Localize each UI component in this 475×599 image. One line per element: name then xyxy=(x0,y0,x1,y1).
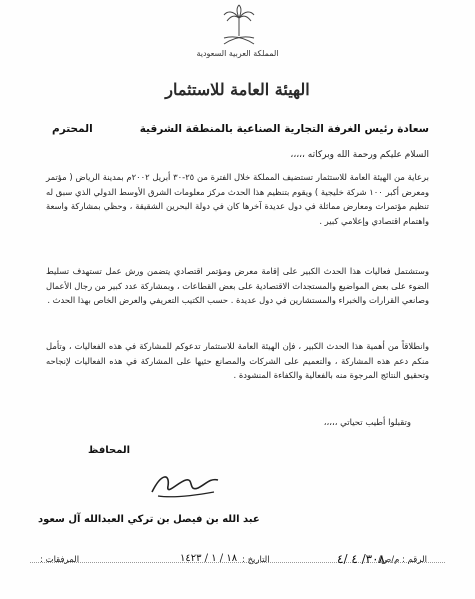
governor-title: المحافظ xyxy=(88,445,131,456)
signatory-name: عبد الله بن فيصل بن تركي العبدالله آل سعود xyxy=(38,514,260,525)
reference-number: ٣٠٨/ ٤ /٤ xyxy=(337,552,385,566)
body-paragraph: وانطلاقاً من أهمية هذا الحدث الكبير ، فإن الهيئة العامة للاستثمار تدعوكم للمشاركة في هذه الفعاليات ، وتأمل منكم دعم هذه المشاركة ، والتعميم على الشركات والمصانع حثيها على المشاركة في هذه الفعاليات لإنجاحه وتحقيق النتائج المرجوة منه بالفعالية والكفاءة المنشودة . xyxy=(46,341,429,381)
emblem-caption: المملكة العربية السعودية xyxy=(196,49,279,58)
date-label: التاريخ : xyxy=(242,555,270,565)
body-paragraph: برعاية من الهيئة العامة للاستثمار تستضيف المملكة خلال الفترة من ٢٥-٣٠ أبريل ٢٠٠٢م بمدينة الرياض ( مؤتمر ومعرض أكبر ١٠٠ شركة خليجية ) ويقوم بتنظيم هذا الحدث مركز معلومات الشرق الأوسط الدولي الذي سبق له تنظيم مؤتمرات ومعارض مماثلة في دول عديدة آخرها كان في دولة البحرين الشقيقة ، وحظي بمشاركة واسعة واهتمام اقتصادي وإعلامي كبير . xyxy=(46,172,430,226)
attachments-label: المرفقات : xyxy=(40,555,80,565)
greeting: السلام عليكم ورحمة الله وبركاته ،،،،، xyxy=(290,150,429,160)
addressee-honorific: المحترم xyxy=(52,123,93,135)
palm-and-swords-emblem-icon xyxy=(218,4,260,48)
authority-name: الهيئة العامة للاستثمار xyxy=(165,80,310,99)
date-value: ١٨ / ١ / ١٤٢٣ xyxy=(180,553,238,564)
closing-line: وتقبلوا أطيب تحياتي ،،،،، xyxy=(323,418,411,428)
body-paragraph: وستشتمل فعاليات هذا الحدث الكبير على إقامة معرض ومؤتمر اقتصادي يتضمن ورش عمل تستهدف تسليط الضوء على بعض المواضيع والمستجدات الاقتصادية على بعض القطاعات ، وبمشاركة عدد كبير من رجال الأعمال وصانعي القرارات والخبراء والمستشارين في دول عديدة . حسب الكتيب التعريفي والعرض الخاص بهذا الحدث . xyxy=(46,266,429,306)
handwritten-signature-icon xyxy=(148,462,222,506)
addressee-line: سعادة رئيس الغرفة التجارية الصناعية بالمنطقة الشرقية xyxy=(139,123,429,135)
reference-label: الرقم : م/ص/ xyxy=(378,555,427,565)
